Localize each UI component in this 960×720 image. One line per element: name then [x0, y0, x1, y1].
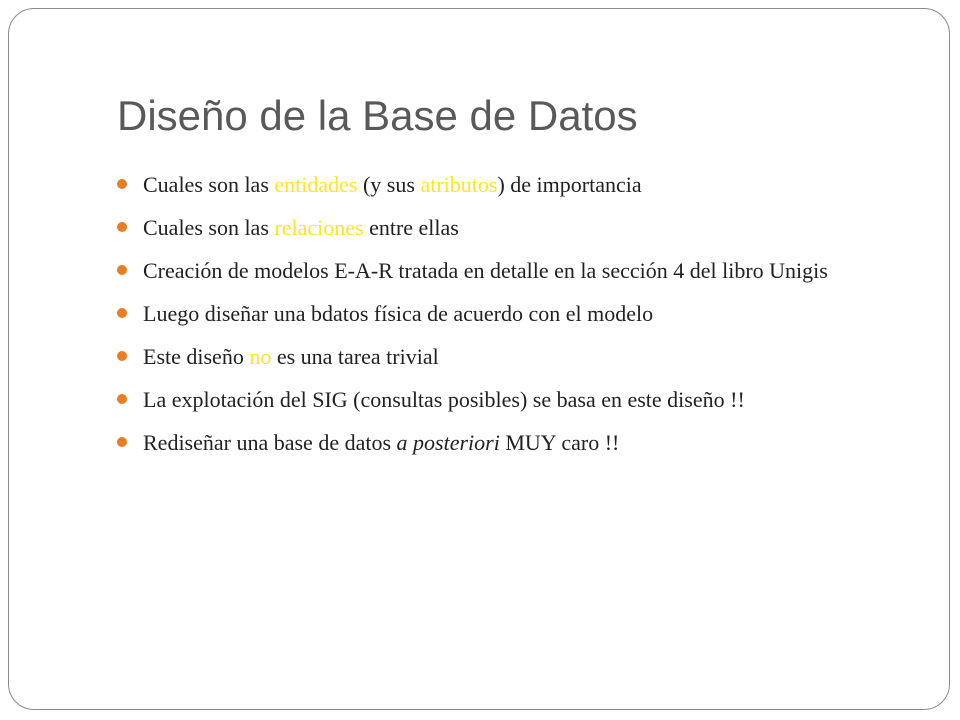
highlight-word: relaciones: [274, 215, 364, 240]
bullet-text: entre ellas: [363, 215, 459, 240]
bullet-text: (y sus: [357, 172, 421, 197]
bullet-text: Este diseño: [143, 344, 250, 369]
bullet-text: MUY caro !!: [499, 430, 620, 455]
bullet-text: Creación de modelos E-A-R tratada en detalle en la sección 4 del libro Unigis: [143, 258, 828, 283]
bullet-dot-icon: [117, 222, 127, 232]
bullet-list: [115, 169, 915, 470]
bullet-item: [115, 255, 915, 286]
bullet-item: [115, 384, 915, 415]
highlight-word: entidades: [274, 172, 358, 197]
bullet-text: ) de importancia: [497, 172, 642, 197]
slide-frame: [8, 8, 950, 710]
bullet-text: La explotación del SIG (consultas posibles) se basa en este diseño !!: [143, 387, 745, 412]
bullet-text: Cuales son las: [143, 172, 275, 197]
bullet-item: [115, 427, 915, 458]
bullet-dot-icon: [117, 308, 127, 318]
italic-phrase: a posteriori: [396, 430, 500, 455]
bullet-item: [115, 341, 915, 372]
bullet-dot-icon: [117, 394, 127, 404]
bullet-text: Luego diseñar una bdatos física de acuerdo con el modelo: [143, 301, 654, 326]
bullet-item: [115, 169, 915, 200]
bullet-dot-icon: [117, 265, 127, 275]
bullet-text: Cuales son las: [143, 215, 275, 240]
bullet-text: es una tarea trivial: [271, 344, 439, 369]
slide-title: Diseño de la Base de Datos: [117, 92, 638, 139]
bullet-dot-icon: [117, 437, 127, 447]
bullet-dot-icon: [117, 351, 127, 361]
bullet-item: [115, 298, 915, 329]
bullet-dot-icon: [117, 179, 127, 189]
highlight-word: atributos: [420, 172, 498, 197]
bullet-text: Rediseñar una base de datos: [143, 430, 397, 455]
bullet-item: [115, 212, 915, 243]
highlight-word: no: [249, 344, 272, 369]
